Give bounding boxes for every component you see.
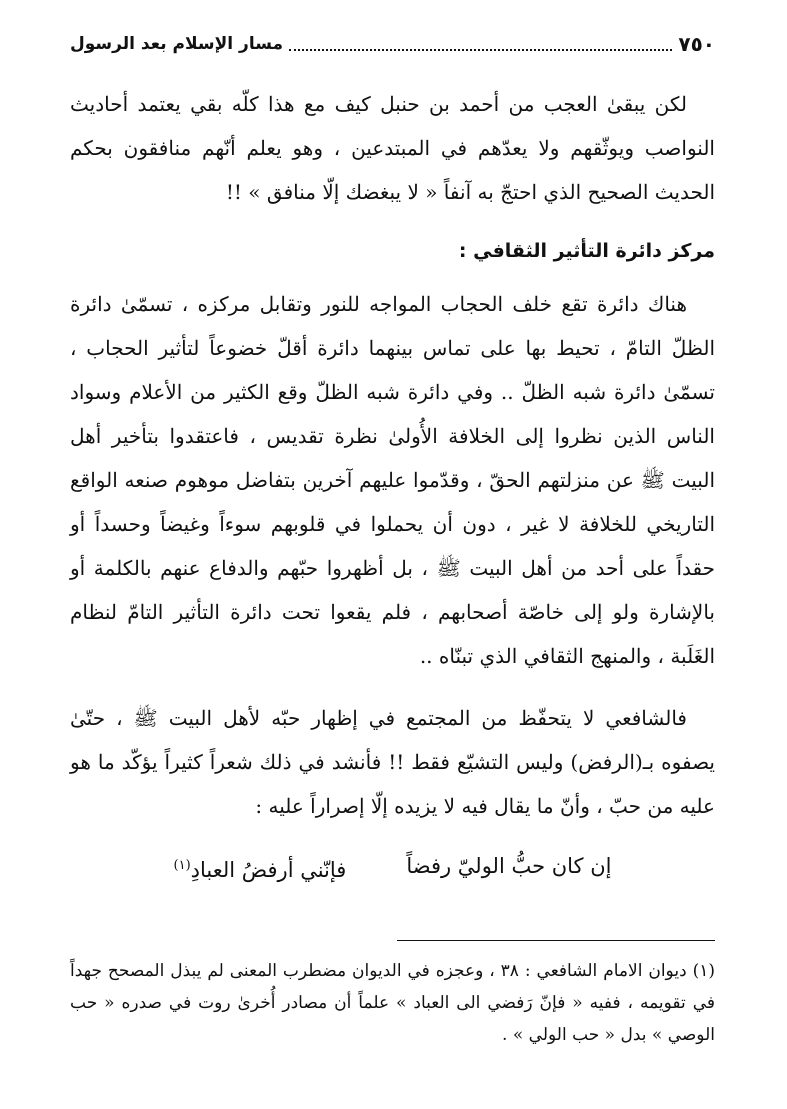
- page-number: ٧٥٠: [678, 32, 715, 56]
- verse-first-hemistich: إن كان حبُّ الوليّ رفضاً: [406, 854, 612, 878]
- main-text: [70, 82, 715, 890]
- paragraph-3: فالشافعي لا يتحفّظ من المجتمع في إظهار حبّه لأهل البيت ﷺ ، حتّىٰ يصفوه بـ(الرفض) وليس التشيّع فقط !! فأنشد في ذلك شعراً كثيراً يؤكّد ما هو عليه من حبّ ، وأنّ ما يقال فيه لا يزيده إلّا إصراراً عليه :: [70, 706, 715, 818]
- section-heading: مركز دائرة التأثير الثقافي :: [458, 240, 715, 262]
- verse-second-text: فإنّني أرفضُ العبادِ: [190, 858, 347, 882]
- poem-verse: [70, 846, 715, 890]
- footnote-separator: [397, 940, 715, 941]
- footnote-marker: (١): [173, 858, 191, 873]
- verse-second-hemistich: [174, 846, 347, 890]
- paragraph-spacer: [70, 678, 715, 696]
- page-header: [70, 28, 715, 60]
- paragraph-1: لكن يبقىٰ العجب من أحمد بن حنبل كيف مع هذا كلّه بقي يعتمد أحاديث النواصب ويوثّقهم ولا يعدّهم في المبتدعين ، وهو يعلم أنّهم منافقون بحكم الحديث الصحيح الذي احتجّ به آنفاً « لا يبغضك إلّا منافق » !!: [70, 92, 715, 204]
- header-dotted-leader: [289, 37, 672, 51]
- paragraph-2: هناك دائرة تقع خلف الحجاب المواجه للنور وتقابل مركزه ، تسمّىٰ دائرة الظلّ التامّ ، تحيط بها على تماس بينهما دائرة أقلّ خضوعاً لتأثير الحجاب ، تسمّىٰ دائرة شبه الظلّ .. وفي دائرة شبه الظلّ وقع الكثير من الأعلام وسواد الناس الذين نظروا إلى الخلافة الأُولىٰ نظرة تقديس ، فاعتقدوا بتأخير أهل البيت ﷺ عن منزلتهم الحقّ ، وقدّموا عليهم آخرين بتفاضل موهوم صنعه الواقع التاريخي للخلافة لا غير ، دون أن يحملوا في قلوبهم سوءاً وغيضاً وحسداً أو حقداً على أحد من أهل البيت ﷺ ، بل أظهروا حبّهم والدفاع عنهم بالكلمة أو بالإشارة ولو إلى خاصّة أصحابهم ، فلم يقعوا تحت دائرة التأثير التامّ لنظام الغَلَبة ، والمنهج الثقافي الذي تبنّاه ..: [70, 292, 715, 668]
- running-title: مسار الإسلام بعد الرسول: [70, 34, 284, 54]
- footnote: (١) ديوان الامام الشافعي : ٣٨ ، وعجزه في الديوان مضطرب المعنى لم يبذل المصحح جهداً في تقويمه ، ففيه « فإنّ رَفضي الى العباد » علماً أن مصادر أُخرىٰ روت في صدره « حب الوصي » بدل « حب الولي » .: [70, 961, 715, 1045]
